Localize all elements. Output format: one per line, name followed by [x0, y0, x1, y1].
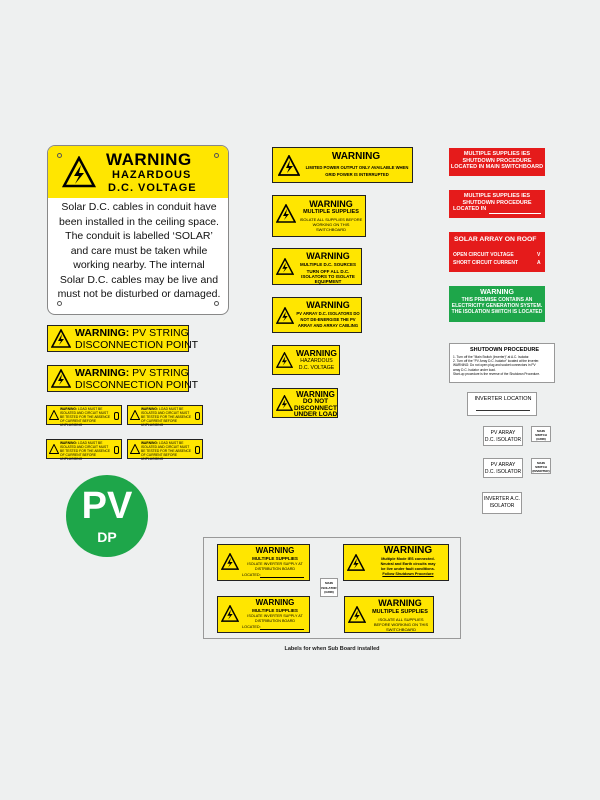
fill-in-line — [260, 629, 304, 630]
label-line: SHUTDOWN PROCEDURE — [462, 199, 532, 206]
body-line: been installed in the ceiling space. — [59, 215, 219, 228]
plug-icon — [195, 446, 200, 454]
solar-array-roof-label — [449, 232, 545, 272]
label-body — [368, 557, 448, 577]
warning-word: WARNING: — [60, 441, 78, 445]
high-voltage-icon — [347, 554, 365, 571]
pv-array-isolator-label — [483, 458, 523, 478]
pv-string-line1 — [75, 367, 189, 379]
label-body: PV ARRAY D.C. ISOLATORS DO NOT DE-ENERGISE THE PV ARRAY AND ARRAY CABLING — [296, 311, 360, 328]
label-body: ISOLATE INVERTER SUPPLY AT DISTRIBUTION BOARD — [247, 562, 303, 571]
label-line: D.C. ISOLATOR — [484, 469, 522, 475]
label-line: MAIN — [537, 461, 545, 465]
pv-dp-circle-label — [66, 475, 148, 557]
small-warning-text — [60, 407, 112, 427]
high-voltage-icon — [276, 395, 293, 411]
warning-word: WARNING: — [60, 407, 78, 411]
sub-board-caption: Labels for when Sub Board installed — [284, 646, 380, 652]
label-title: INVERTER LOCATION — [474, 396, 532, 402]
label-line: LOCATED IN — [453, 206, 487, 212]
high-voltage-icon — [276, 258, 294, 275]
small-warning-label — [127, 439, 203, 459]
body-line: must not be disturbed or damaged. — [57, 288, 221, 300]
high-voltage-icon — [276, 352, 293, 368]
label-line: ISOLATOR — [321, 585, 337, 590]
location-text: LOCATED: — [242, 625, 261, 629]
label-line: SWITCH — [535, 465, 547, 469]
pv-string-text: PV STRING — [132, 327, 189, 339]
label-body: ISOLATE ALL SUPPLIES BEFORE WORKING ON THIS SWITCHBOARD — [373, 617, 429, 632]
body-line: working nearby. The internal — [73, 259, 205, 271]
label-title: WARNING — [309, 199, 353, 209]
label-body: DO NOT DISCONNECT UNDER LOAD — [293, 398, 338, 418]
shutdown-procedure-label — [449, 343, 555, 383]
warning-word: WARNING: — [141, 407, 159, 411]
pv-string-label — [47, 365, 199, 392]
shutdown-location-red-label — [449, 190, 545, 218]
main-switch-inverter-label — [531, 458, 551, 474]
label-line: (GRID) — [536, 437, 546, 441]
label-line: SHUTDOWN PROCEDURE — [462, 157, 532, 164]
label-title: WARNING — [255, 546, 295, 555]
small-warning-label — [46, 439, 122, 459]
pv-string-line2: DISCONNECTION POINT — [75, 339, 199, 351]
high-voltage-icon — [49, 410, 59, 420]
high-voltage-icon — [221, 605, 239, 622]
body-line: be live under fault conditions. — [381, 567, 435, 571]
scc-unit: A — [537, 260, 541, 266]
high-voltage-icon — [276, 204, 296, 223]
pv-text: PV — [81, 485, 133, 527]
sign-subtitle: HAZARDOUS — [112, 169, 192, 181]
dp-text: DP — [97, 529, 117, 545]
screw-hole-icon — [57, 301, 62, 306]
label-line: PV ARRAY — [490, 462, 516, 468]
label-body: TURN OFF ALL D.C. ISOLATORS TO ISOLATE EQUIPMENT — [301, 269, 355, 284]
multiple-supplies-label — [272, 195, 366, 237]
label-subtitle: MULTIPLE SUPPLIES — [252, 556, 298, 561]
sign-subtitle: D.C. VOLTAGE — [108, 182, 197, 194]
ocv-text: OPEN CIRCUIT VOLTAGE — [453, 252, 514, 258]
label-title: WARNING — [295, 348, 338, 358]
body-line: Multiple Mode IES connected. — [381, 557, 435, 561]
high-voltage-icon — [130, 410, 140, 420]
procedure-line: Start-up procedure is the reverse of the Shutdown Procedure. — [453, 371, 540, 376]
high-voltage-icon — [62, 156, 96, 188]
limited-power-label — [272, 147, 413, 183]
small-warning-text — [60, 441, 112, 461]
body-line: Follow Shutdown Procedure — [382, 572, 434, 576]
pv-string-line1 — [75, 327, 189, 339]
label-line: PV ARRAY — [490, 430, 516, 436]
sub-board-label-c — [217, 596, 310, 633]
label-line: (INVERTER) — [532, 469, 550, 473]
procedure-line: array D.C. Isolator under load. — [453, 367, 496, 372]
label-line: THIS PREMISE CONTAINS AN — [461, 297, 533, 303]
warning-body: LOAD MUST BE ISOLATED AND CIRCUIT MUST BE TESTED FOR THE ABSENCE OF CURRENT BEFORE UNPLUGGING — [60, 407, 111, 427]
sub-board-label-a — [217, 544, 310, 581]
procedure-line: WARNING: Do not open plug and socket connectors in PV — [453, 363, 536, 368]
ocv-unit: V — [537, 252, 541, 258]
pv-array-isolator-label — [483, 426, 523, 446]
label-line: INVERTER A.C. — [483, 496, 521, 502]
inverter-ac-isolator-label — [482, 492, 522, 514]
label-subtitle: MULTIPLE SUPPLIES — [252, 608, 298, 613]
label-body: HAZARDOUS D.C. VOLTAGE — [298, 358, 335, 371]
pv-string-text: PV STRING — [132, 367, 189, 379]
label-line: (GRID) — [324, 590, 334, 594]
procedure-line: 1. Turn off the "Main Switch (Inverter)" at A.C. Isolator. — [453, 355, 530, 359]
high-voltage-icon — [348, 606, 366, 623]
label-line: MULTIPLE SUPPLIES IES — [463, 193, 531, 199]
body-line: and care must be taken while — [70, 244, 208, 257]
label-body: LIMITED POWER OUTPUT ONLY AVAILABLE WHEN GRID POWER IS INTERRUPTED — [305, 165, 409, 177]
label-line: THE ISOLATION SWITCH IS LOCATED — [451, 309, 543, 315]
warning-word: WARNING: — [75, 367, 130, 379]
label-title: WARNING — [296, 390, 335, 399]
screw-hole-icon — [214, 153, 219, 158]
procedure-text — [453, 355, 554, 376]
hazardous-dc-label — [272, 345, 340, 375]
high-voltage-icon — [130, 444, 140, 454]
body-line: Solar D.C. cables in conduit have — [61, 201, 217, 213]
pv-string-line2: DISCONNECTION POINT — [75, 379, 199, 391]
high-voltage-icon — [49, 444, 59, 454]
warning-word: WARNING: — [141, 441, 159, 445]
plug-icon — [114, 412, 119, 420]
sign-body — [48, 200, 229, 302]
warning-body: LOAD MUST BE ISOLATED AND CIRCUIT MUST BE TESTED FOR THE ABSENCE OF CURRENT BEFORE UNPLUGGING — [60, 441, 111, 461]
high-voltage-icon — [276, 307, 294, 324]
label-title: WARNING — [306, 251, 350, 261]
fill-in-line — [489, 213, 541, 214]
body-line: Neutral and Earth circuits may — [380, 562, 436, 566]
label-title: WARNING — [480, 289, 514, 296]
sign-title: WARNING — [106, 150, 192, 169]
label-line: D.C. ISOLATOR — [484, 437, 522, 443]
label-subtitle: MULTIPLE SUPPLIES — [303, 209, 359, 215]
pv-string-label — [47, 325, 199, 352]
small-warning-label — [46, 405, 122, 425]
warning-word: WARNING: — [75, 327, 130, 339]
generation-system-green-label — [449, 286, 545, 322]
label-title: WARNING — [331, 151, 381, 162]
label-line: LOCATED IN MAIN SWITCHBOARD — [450, 164, 544, 170]
label-title: WARNING — [255, 598, 295, 607]
label-line: ISOLATOR — [489, 503, 515, 509]
label-line: MAIN — [325, 581, 333, 585]
label-line: MAIN — [537, 429, 545, 433]
label-title: WARNING — [383, 545, 433, 556]
label-line: SWITCH — [535, 433, 547, 437]
label-body: ISOLATE ALL SUPPLIES BEFORE WORKING ON THIS SWITCHBOARD — [299, 217, 363, 232]
shutdown-location-red-label — [449, 148, 545, 176]
main-isolator-grid-label — [320, 578, 338, 597]
label-title: WARNING — [378, 598, 422, 608]
pv-array-isolators-label — [272, 297, 362, 333]
screw-hole-icon — [214, 301, 219, 306]
label-subtitle: MULTIPLE D.C. SOURCES — [300, 262, 356, 267]
location-text: LOCATED: — [242, 573, 261, 577]
label-line: ELECTRICITY GENERATION SYSTEM. — [451, 303, 543, 309]
sub-board-label-b — [343, 544, 449, 581]
fill-in-line — [476, 410, 530, 411]
multiple-dc-sources-label — [272, 248, 362, 285]
hazardous-dc-sign — [47, 145, 229, 315]
body-line: Solar D.C. cables may be live and — [59, 273, 219, 286]
warning-body: LOAD MUST BE ISOLATED AND CIRCUIT MUST BE TESTED FOR THE ABSENCE OF CURRENT BEFORE UNPLUGGING — [141, 407, 192, 427]
fill-in-line — [260, 577, 304, 578]
label-body: ISOLATE INVERTER SUPPLY AT DISTRIBUTION BOARD — [247, 614, 303, 623]
small-warning-label — [127, 405, 203, 425]
label-line: MULTIPLE SUPPLIES IES — [463, 151, 531, 157]
small-warning-text — [141, 441, 193, 461]
high-voltage-icon — [278, 155, 300, 176]
high-voltage-icon — [51, 369, 71, 388]
scc-text: SHORT CIRCUIT CURRENT — [453, 260, 518, 266]
label-title: SHUTDOWN PROCEDURE — [470, 347, 540, 353]
plug-icon — [114, 446, 119, 454]
high-voltage-icon — [51, 329, 71, 348]
procedure-line: 2. Turn off the "PV Array D.C. Isolator" located at the inverter. — [453, 359, 540, 364]
label-title: SOLAR ARRAY ON ROOF — [454, 236, 537, 243]
label-subtitle: MULTIPLE SUPPLIES — [372, 609, 428, 615]
plug-icon — [195, 412, 200, 420]
warning-body: LOAD MUST BE ISOLATED AND CIRCUIT MUST BE TESTED FOR THE ABSENCE OF CURRENT BEFORE UNPLUGGING — [141, 441, 192, 461]
high-voltage-icon — [221, 553, 239, 570]
inverter-location-label — [467, 392, 537, 416]
small-warning-text — [141, 407, 193, 427]
body-line: The conduit is labelled ‘SOLAR’ — [65, 230, 213, 242]
do-not-disconnect-label — [272, 388, 338, 418]
label-title: WARNING — [306, 300, 350, 310]
sub-board-label-d — [344, 596, 434, 633]
main-switch-grid-label — [531, 426, 551, 442]
